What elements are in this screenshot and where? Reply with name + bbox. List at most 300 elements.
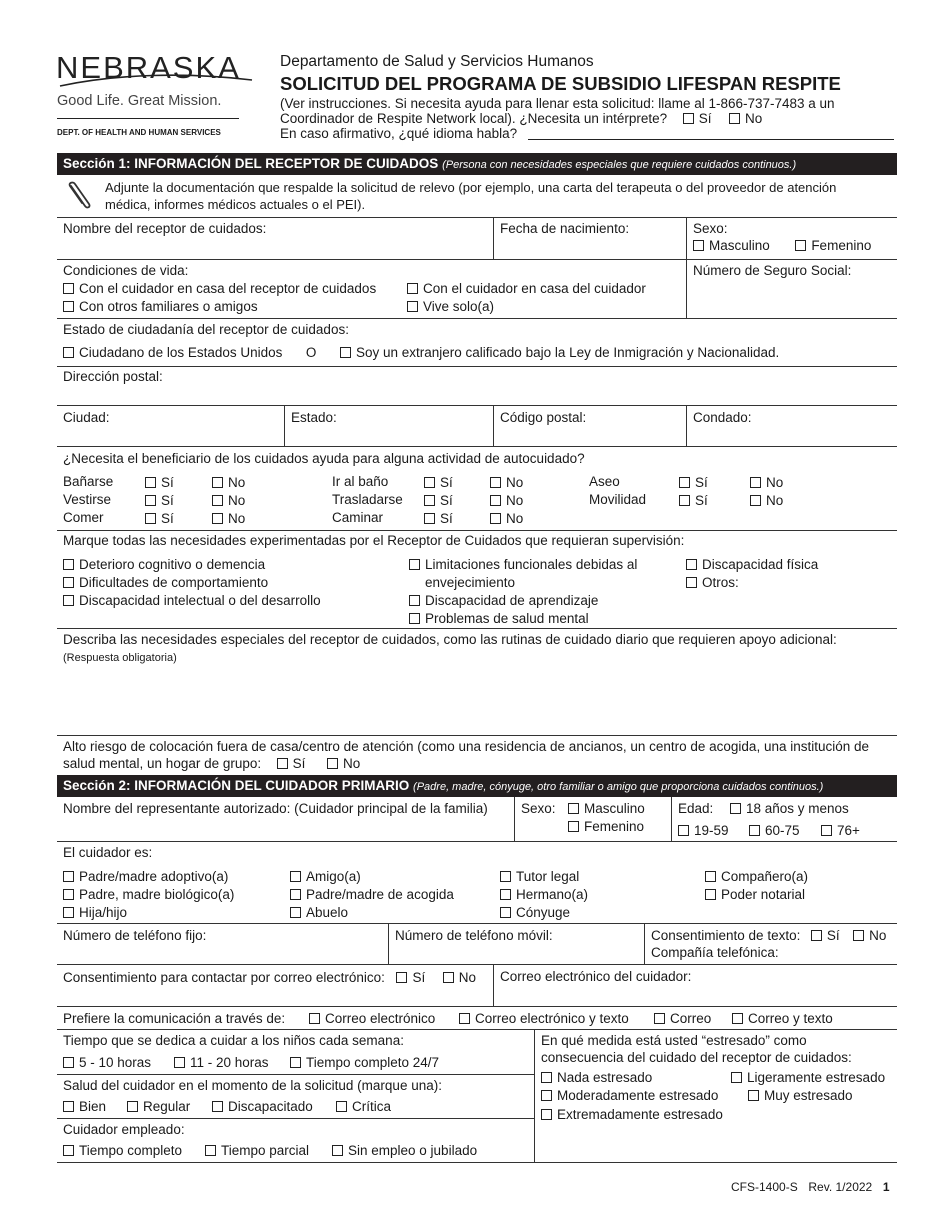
citizen-us-label: Ciudadano de los Estados Unidos	[79, 345, 283, 360]
relationship-option[interactable]	[500, 886, 588, 904]
email-consent-yes-checkbox[interactable]	[396, 972, 407, 983]
adl-yes-label: Sí	[161, 511, 174, 526]
employment-option[interactable]	[332, 1142, 477, 1160]
paperclip-icon	[63, 180, 93, 212]
emp-3-checkbox[interactable]	[332, 1145, 343, 1156]
adl-no-checkbox[interactable]	[212, 477, 223, 488]
language-question: En caso afirmativo, ¿qué idioma habla?	[280, 126, 518, 141]
pref-label: Prefiere la comunicación a través de:	[63, 1011, 286, 1026]
age-3-label: 60-75	[765, 823, 800, 838]
living-3-checkbox[interactable]	[63, 301, 74, 312]
sup-3-checkbox[interactable]	[63, 595, 74, 606]
rule	[686, 217, 687, 318]
emp-3-label: Sin empleo o jubilado	[348, 1143, 478, 1158]
cg-sex-female[interactable]	[568, 818, 644, 836]
rule	[57, 259, 897, 260]
adl-yes-checkbox[interactable]	[679, 477, 690, 488]
health-1-checkbox[interactable]	[63, 1101, 74, 1112]
adl-no-label: No	[506, 475, 524, 490]
supervision-option[interactable]	[409, 610, 589, 628]
adl-yes-checkbox[interactable]	[424, 513, 435, 524]
rule	[57, 217, 897, 218]
sup-7-label: Discapacidad física	[702, 557, 819, 572]
adl-no-checkbox[interactable]	[490, 495, 501, 506]
relationship-option[interactable]	[705, 886, 805, 904]
adl-bathing: Bañarse	[63, 474, 114, 489]
adl-no-label: No	[766, 475, 784, 490]
rule	[57, 1006, 897, 1007]
stress-b-checkbox[interactable]	[731, 1072, 742, 1083]
rule	[57, 1074, 535, 1075]
rel-7-label: Tutor legal	[516, 869, 580, 884]
time-option[interactable]	[290, 1054, 439, 1072]
carrier-field[interactable]: Compañía telefónica:	[651, 945, 779, 960]
age-2-label: 19-59	[694, 823, 729, 838]
rel-10-label: Compañero(a)	[721, 869, 809, 884]
time-1-checkbox[interactable]	[63, 1057, 74, 1068]
rel-5-checkbox[interactable]	[290, 889, 301, 900]
adl-no-label: No	[228, 475, 246, 490]
adl-no-label: No	[228, 511, 246, 526]
sup-5-label: Discapacidad de aprendizaje	[425, 593, 599, 608]
sex-label: Sexo:	[693, 221, 728, 236]
risk-yes-checkbox[interactable]	[277, 758, 288, 769]
adl-yes[interactable]	[424, 492, 453, 510]
adl-toilet: Ir al baño	[332, 474, 389, 489]
sup-3-label: Discapacidad intelectual o del desarrollo	[79, 593, 321, 608]
health-option[interactable]	[336, 1098, 391, 1116]
adl-yes[interactable]	[145, 474, 174, 492]
cg-sex-label: Sexo:	[521, 801, 556, 816]
emp-1-label: Tiempo completo	[79, 1143, 183, 1158]
sup-6-label: Problemas de salud mental	[425, 611, 589, 626]
supervision-option[interactable]	[686, 574, 739, 592]
rule	[57, 923, 897, 924]
adl-yes-checkbox[interactable]	[424, 477, 435, 488]
employment-label: Cuidador empleado:	[63, 1122, 185, 1137]
recipient-name-field[interactable]: Nombre del receptor de cuidados:	[63, 221, 267, 236]
rule	[671, 797, 672, 841]
stress-question-1: En qué medida está usted “estresado” como	[541, 1033, 807, 1048]
adl-yes-label: Sí	[440, 475, 453, 490]
living-3-label: Con otros familiares o amigos	[79, 299, 258, 314]
rel-8-label: Hermano(a)	[516, 887, 589, 902]
risk-no-label: No	[342, 756, 361, 771]
adl-no-checkbox[interactable]	[750, 477, 761, 488]
logo-dept: DEPT. OF HEALTH AND HUMAN SERVICES	[57, 128, 221, 137]
adl-yes-checkbox[interactable]	[145, 513, 156, 524]
rel-4-checkbox[interactable]	[290, 871, 301, 882]
adl-yes-label: Sí	[440, 493, 453, 508]
citizen-alien-label: Soy un extranjero calificado bajo la Ley de Inmigración y Nacionalidad.	[355, 345, 780, 360]
section-2-subtitle: (Padre, madre, cónyuge, otro familiar o amigo que proporciona cuidados continuos.)	[413, 781, 824, 793]
adl-no-checkbox[interactable]	[212, 513, 223, 524]
form-number: CFS-1400-S	[731, 1180, 798, 1194]
rule	[57, 735, 897, 736]
rule	[493, 217, 494, 259]
cg-sex-male[interactable]	[568, 800, 645, 818]
adl-no[interactable]	[212, 492, 245, 510]
adl-no[interactable]	[490, 492, 523, 510]
logo-divider	[57, 118, 239, 119]
rel-11-label: Poder notarial	[721, 887, 806, 902]
rel-9-checkbox[interactable]	[500, 907, 511, 918]
adl-yes[interactable]	[424, 510, 453, 528]
stress-option[interactable]	[541, 1069, 652, 1087]
supervision-option[interactable]	[63, 556, 265, 574]
adl-yes-label: Sí	[161, 493, 174, 508]
stress-option[interactable]	[731, 1069, 885, 1087]
form-title: SOLICITUD DEL PROGRAMA DE SUBSIDIO LIFESPAN RESPITE	[280, 73, 841, 94]
adl-no-checkbox[interactable]	[212, 495, 223, 506]
rel-5-label: Padre/madre de acogida	[306, 887, 454, 902]
risk-line-1: Alto riesgo de colocación fuera de casa/centro de atención (como una residencia de ancianos, un centro de acogida, una institución de	[63, 739, 870, 754]
rule	[514, 797, 515, 841]
language-input[interactable]	[528, 139, 894, 140]
rule	[57, 964, 897, 965]
interpreter-no-label: No	[745, 111, 763, 126]
living-1-checkbox[interactable]	[63, 283, 74, 294]
nebraska-logo	[56, 48, 256, 140]
living-4-checkbox[interactable]	[407, 301, 418, 312]
adl-yes[interactable]	[145, 492, 174, 510]
pref-1-checkbox[interactable]	[309, 1013, 320, 1024]
pref-3-checkbox[interactable]	[654, 1013, 665, 1024]
health-4-checkbox[interactable]	[336, 1101, 347, 1112]
email-consent	[63, 969, 476, 987]
pref-2-checkbox[interactable]	[459, 1013, 470, 1024]
adl-transfer: Trasladarse	[332, 492, 403, 507]
age-4-checkbox[interactable]	[821, 825, 832, 836]
living-option-3[interactable]	[63, 298, 258, 316]
rule	[57, 446, 897, 447]
adl-yes-label: Sí	[440, 511, 453, 526]
pref-option[interactable]	[732, 1010, 833, 1028]
stress-e-checkbox[interactable]	[541, 1109, 552, 1120]
time-1-label: 5 - 10 horas	[79, 1055, 152, 1070]
adl-yes[interactable]	[679, 492, 708, 510]
sex-female-checkbox[interactable]	[795, 240, 806, 251]
living-4-label: Vive solo(a)	[423, 299, 495, 314]
living-option-1[interactable]	[63, 280, 376, 298]
health-2-label: Regular	[143, 1099, 191, 1114]
age-1-checkbox[interactable]	[730, 803, 741, 814]
stress-a-checkbox[interactable]	[541, 1072, 552, 1083]
text-consent-no-label: No	[869, 928, 887, 943]
rule	[57, 405, 897, 406]
risk-question: salud mental, un hogar de grupo:	[63, 756, 262, 771]
email-consent-label: Consentimiento para contactar por correo electrónico:	[63, 970, 385, 985]
rel-8-checkbox[interactable]	[500, 889, 511, 900]
sex-female-label: Femenino	[811, 238, 872, 253]
adl-yes-checkbox[interactable]	[145, 477, 156, 488]
living-option-2[interactable]	[407, 280, 646, 298]
adl-no-label: No	[506, 493, 524, 508]
sup-7-checkbox[interactable]	[686, 559, 697, 570]
pref-4-label: Correo y texto	[748, 1011, 833, 1026]
logo-swoosh-icon	[56, 70, 256, 90]
dob-field[interactable]: Fecha de nacimiento:	[500, 221, 630, 236]
adl-yes-label: Sí	[695, 493, 708, 508]
rel-1-label: Padre/madre adoptivo(a)	[79, 869, 229, 884]
relationship-option[interactable]	[500, 904, 570, 922]
citizenship-label: Estado de ciudadanía del receptor de cuidados:	[63, 322, 349, 337]
interpreter-question: Coordinador de Respite Network local). ¿Necesita un intérprete?	[280, 111, 668, 126]
email-field[interactable]: Correo electrónico del cuidador:	[500, 969, 692, 984]
supervision-option[interactable]	[63, 574, 268, 592]
rel-2-checkbox[interactable]	[63, 889, 74, 900]
adl-yes-label: Sí	[695, 475, 708, 490]
rel-10-checkbox[interactable]	[705, 871, 716, 882]
rule	[57, 841, 897, 842]
age-option[interactable]	[678, 822, 729, 840]
adl-walking: Caminar	[332, 510, 384, 525]
text-consent-yes-checkbox[interactable]	[811, 930, 822, 941]
adl-grooming: Aseo	[589, 474, 620, 489]
supervision-option[interactable]	[409, 556, 637, 574]
cg-sex-male-checkbox[interactable]	[568, 803, 579, 814]
stress-option[interactable]	[541, 1106, 723, 1124]
sup-1-checkbox[interactable]	[63, 559, 74, 570]
adl-no-checkbox[interactable]	[490, 513, 501, 524]
mobile-field[interactable]: Número de teléfono móvil:	[395, 928, 553, 943]
adl-question: ¿Necesita el beneficiario de los cuidados ayuda para alguna actividad de autocuidado?	[63, 451, 585, 466]
sup-4-label: Limitaciones funcionales debidas al	[425, 557, 638, 572]
stress-d-checkbox[interactable]	[748, 1090, 759, 1101]
health-4-label: Crítica	[352, 1099, 392, 1114]
time-option[interactable]	[174, 1054, 269, 1072]
health-option[interactable]	[212, 1098, 313, 1116]
logo-wordmark: NEBRASKA	[56, 50, 241, 85]
sup-4-continuation: envejecimiento	[425, 575, 516, 590]
sex-male-checkbox[interactable]	[693, 240, 704, 251]
risk-yes-label: Sí	[292, 756, 306, 771]
text-consent-no-checkbox[interactable]	[853, 930, 864, 941]
stress-c-label: Moderadamente estresado	[557, 1088, 719, 1103]
pref-option[interactable]	[309, 1010, 435, 1028]
section-2-title: Sección 2: INFORMACIÓN DEL CUIDADOR PRIMARIO	[63, 778, 410, 793]
sup-6-checkbox[interactable]	[409, 613, 420, 624]
age-option[interactable]	[730, 800, 849, 818]
description-note: (Respuesta obligatoria)	[63, 652, 177, 664]
rule	[493, 964, 494, 1006]
section-2-header	[57, 775, 897, 797]
rel-7-checkbox[interactable]	[500, 871, 511, 882]
relationship-option[interactable]	[63, 868, 228, 886]
adl-yes-checkbox[interactable]	[145, 495, 156, 506]
stress-a-label: Nada estresado	[557, 1070, 653, 1085]
rel-1-checkbox[interactable]	[63, 871, 74, 882]
interpreter-no-checkbox[interactable]	[729, 113, 740, 124]
adl-eating: Comer	[63, 510, 104, 525]
landline-field[interactable]: Número de teléfono fijo:	[63, 928, 207, 943]
employment-option[interactable]	[63, 1142, 182, 1160]
text-consent-label: Consentimiento de texto:	[651, 928, 801, 943]
adl-no[interactable]	[490, 510, 523, 528]
health-2-checkbox[interactable]	[127, 1101, 138, 1112]
rule	[493, 405, 494, 446]
interpreter-yes-checkbox[interactable]	[683, 113, 694, 124]
adl-dressing: Vestirse	[63, 492, 112, 507]
stress-option[interactable]	[541, 1087, 718, 1105]
emp-2-label: Tiempo parcial	[221, 1143, 310, 1158]
rule	[686, 405, 687, 446]
citizen-alien-checkbox[interactable]	[340, 347, 351, 358]
adl-yes[interactable]	[679, 474, 708, 492]
adl-yes-checkbox[interactable]	[424, 495, 435, 506]
risk-no-checkbox[interactable]	[327, 758, 338, 769]
interpreter-yes-label: Sí	[698, 111, 712, 126]
citizenship-options	[63, 344, 779, 362]
adl-yes-checkbox[interactable]	[679, 495, 690, 506]
supervision-option[interactable]	[686, 556, 818, 574]
age-4-label: 76+	[837, 823, 860, 838]
age-option[interactable]	[821, 822, 860, 840]
relationship-option[interactable]	[290, 904, 348, 922]
adl-no-checkbox[interactable]	[750, 495, 761, 506]
stress-c-checkbox[interactable]	[541, 1090, 552, 1101]
cg-sex-male-label: Masculino	[584, 801, 645, 816]
rule	[644, 923, 645, 964]
adl-no[interactable]	[212, 510, 245, 528]
relationship-option[interactable]	[63, 904, 127, 922]
text-consent	[651, 927, 886, 945]
citizen-us-checkbox[interactable]	[63, 347, 74, 358]
city-field[interactable]: Ciudad:	[63, 410, 110, 425]
instructions-line-1: (Ver instrucciones. Si necesita ayuda para llenar esta solicitud: llame al 1-866-737-7483 a un	[280, 96, 835, 111]
description-field[interactable]: Describa las necesidades especiales del receptor de cuidados, como las rutinas de cuidado diario que requieren apoyo adicional:	[63, 632, 837, 647]
supervision-question: Marque todas las necesidades experimentadas por el Receptor de Cuidados que requieran supervisión:	[63, 533, 685, 548]
pref-option[interactable]	[459, 1010, 629, 1028]
relationship-label: El cuidador es:	[63, 845, 153, 860]
adl-yes[interactable]	[424, 474, 453, 492]
rel-3-checkbox[interactable]	[63, 907, 74, 918]
living-2-label: Con el cuidador en casa del cuidador	[423, 281, 646, 296]
sup-2-checkbox[interactable]	[63, 577, 74, 588]
state-field[interactable]: Estado:	[291, 410, 337, 425]
sup-5-checkbox[interactable]	[409, 595, 420, 606]
revision: Rev. 1/2022	[808, 1180, 873, 1194]
section-1-header	[57, 153, 897, 175]
rel-6-label: Abuelo	[306, 905, 349, 920]
rule	[57, 1162, 897, 1163]
relationship-option[interactable]	[63, 886, 234, 904]
adl-no[interactable]	[490, 474, 523, 492]
sup-2-label: Dificultades de comportamiento	[79, 575, 269, 590]
representative-field[interactable]: Nombre del representante autorizado: (Cuidador principal de la familia)	[63, 801, 488, 816]
health-label: Salud del cuidador en el momento de la solicitud (marque una):	[63, 1078, 442, 1093]
health-option[interactable]	[63, 1098, 106, 1116]
citizen-or: O	[305, 345, 317, 360]
pref-2-label: Correo electrónico y texto	[475, 1011, 629, 1026]
emp-1-checkbox[interactable]	[63, 1145, 74, 1156]
age-2-checkbox[interactable]	[678, 825, 689, 836]
rel-11-checkbox[interactable]	[705, 889, 716, 900]
relationship-option[interactable]	[500, 868, 579, 886]
health-1-label: Bien	[79, 1099, 107, 1114]
email-consent-no-checkbox[interactable]	[443, 972, 454, 983]
cg-sex-female-label: Femenino	[584, 819, 645, 834]
stress-d-label: Muy estresado	[764, 1088, 853, 1103]
employment-option[interactable]	[205, 1142, 309, 1160]
relationship-option[interactable]	[705, 868, 808, 886]
adl-no-label: No	[766, 493, 784, 508]
relationship-option[interactable]	[290, 868, 361, 886]
supervision-option[interactable]	[409, 592, 598, 610]
adl-no-checkbox[interactable]	[490, 477, 501, 488]
attach-note-1: Adjunte la documentación que respalde la solicitud de relevo (por ejemplo, una carta del terapeuta o del proveedor de atención	[105, 180, 837, 195]
sup-4-checkbox[interactable]	[409, 559, 420, 570]
time-option[interactable]	[63, 1054, 151, 1072]
rule	[57, 530, 897, 531]
health-option[interactable]	[127, 1098, 190, 1116]
rule	[57, 318, 897, 319]
attach-note-2: médica, informes médicos actuales o el PEI).	[105, 197, 366, 212]
age-option[interactable]	[749, 822, 800, 840]
time-2-label: 11 - 20 horas	[190, 1055, 269, 1070]
sup-1-label: Deterioro cognitivo o demencia	[79, 557, 266, 572]
adl-no[interactable]	[750, 474, 783, 492]
age-3-checkbox[interactable]	[749, 825, 760, 836]
county-field[interactable]: Condado:	[693, 410, 752, 425]
risk-line-2	[63, 755, 360, 773]
time-label: Tiempo que se dedica a cuidar a los niños cada semana:	[63, 1033, 404, 1048]
text-consent-yes-label: Sí	[826, 928, 840, 943]
footer	[731, 1178, 890, 1196]
age-label: Edad:	[678, 801, 714, 816]
adl-yes[interactable]	[145, 510, 174, 528]
sup-8-checkbox[interactable]	[686, 577, 697, 588]
rel-3-label: Hija/hijo	[79, 905, 128, 920]
adl-no-label: No	[506, 511, 524, 526]
rule	[57, 1118, 535, 1119]
emp-2-checkbox[interactable]	[205, 1145, 216, 1156]
address-field[interactable]: Dirección postal:	[63, 369, 163, 384]
pref-1-label: Correo electrónico	[325, 1011, 436, 1026]
relationship-option[interactable]	[290, 886, 454, 904]
rel-6-checkbox[interactable]	[290, 907, 301, 918]
ssn-field[interactable]: Número de Seguro Social:	[693, 263, 852, 278]
pref-4-checkbox[interactable]	[732, 1013, 743, 1024]
sex-options	[693, 237, 871, 255]
email-consent-no-label: No	[458, 970, 477, 985]
section-1-title: Sección 1: INFORMACIÓN DEL RECEPTOR DE CUIDADOS	[63, 156, 439, 171]
living-2-checkbox[interactable]	[407, 283, 418, 294]
rel-9-label: Cónyuge	[516, 905, 571, 920]
living-option-4[interactable]	[407, 298, 494, 316]
rel-2-label: Padre, madre biológico(a)	[79, 887, 235, 902]
supervision-option[interactable]	[63, 592, 321, 610]
cg-sex-female-checkbox[interactable]	[568, 821, 579, 832]
email-consent-yes-label: Sí	[412, 970, 426, 985]
pref-option[interactable]	[654, 1010, 711, 1028]
rule	[57, 628, 897, 629]
zip-field[interactable]: Código postal:	[500, 410, 587, 425]
stress-b-label: Ligeramente estresado	[747, 1070, 886, 1085]
section-1-subtitle: (Persona con necesidades especiales que requiere cuidados continuos.)	[442, 159, 797, 171]
stress-option[interactable]	[748, 1087, 853, 1105]
adl-no[interactable]	[750, 492, 783, 510]
time-3-checkbox[interactable]	[290, 1057, 301, 1068]
rule	[534, 1029, 535, 1162]
adl-no-label: No	[228, 493, 246, 508]
sex-male-label: Masculino	[709, 238, 770, 253]
health-3-label: Discapacitado	[228, 1099, 313, 1114]
health-3-checkbox[interactable]	[212, 1101, 223, 1112]
adl-no[interactable]	[212, 474, 245, 492]
rule	[57, 1029, 897, 1030]
time-2-checkbox[interactable]	[174, 1057, 185, 1068]
